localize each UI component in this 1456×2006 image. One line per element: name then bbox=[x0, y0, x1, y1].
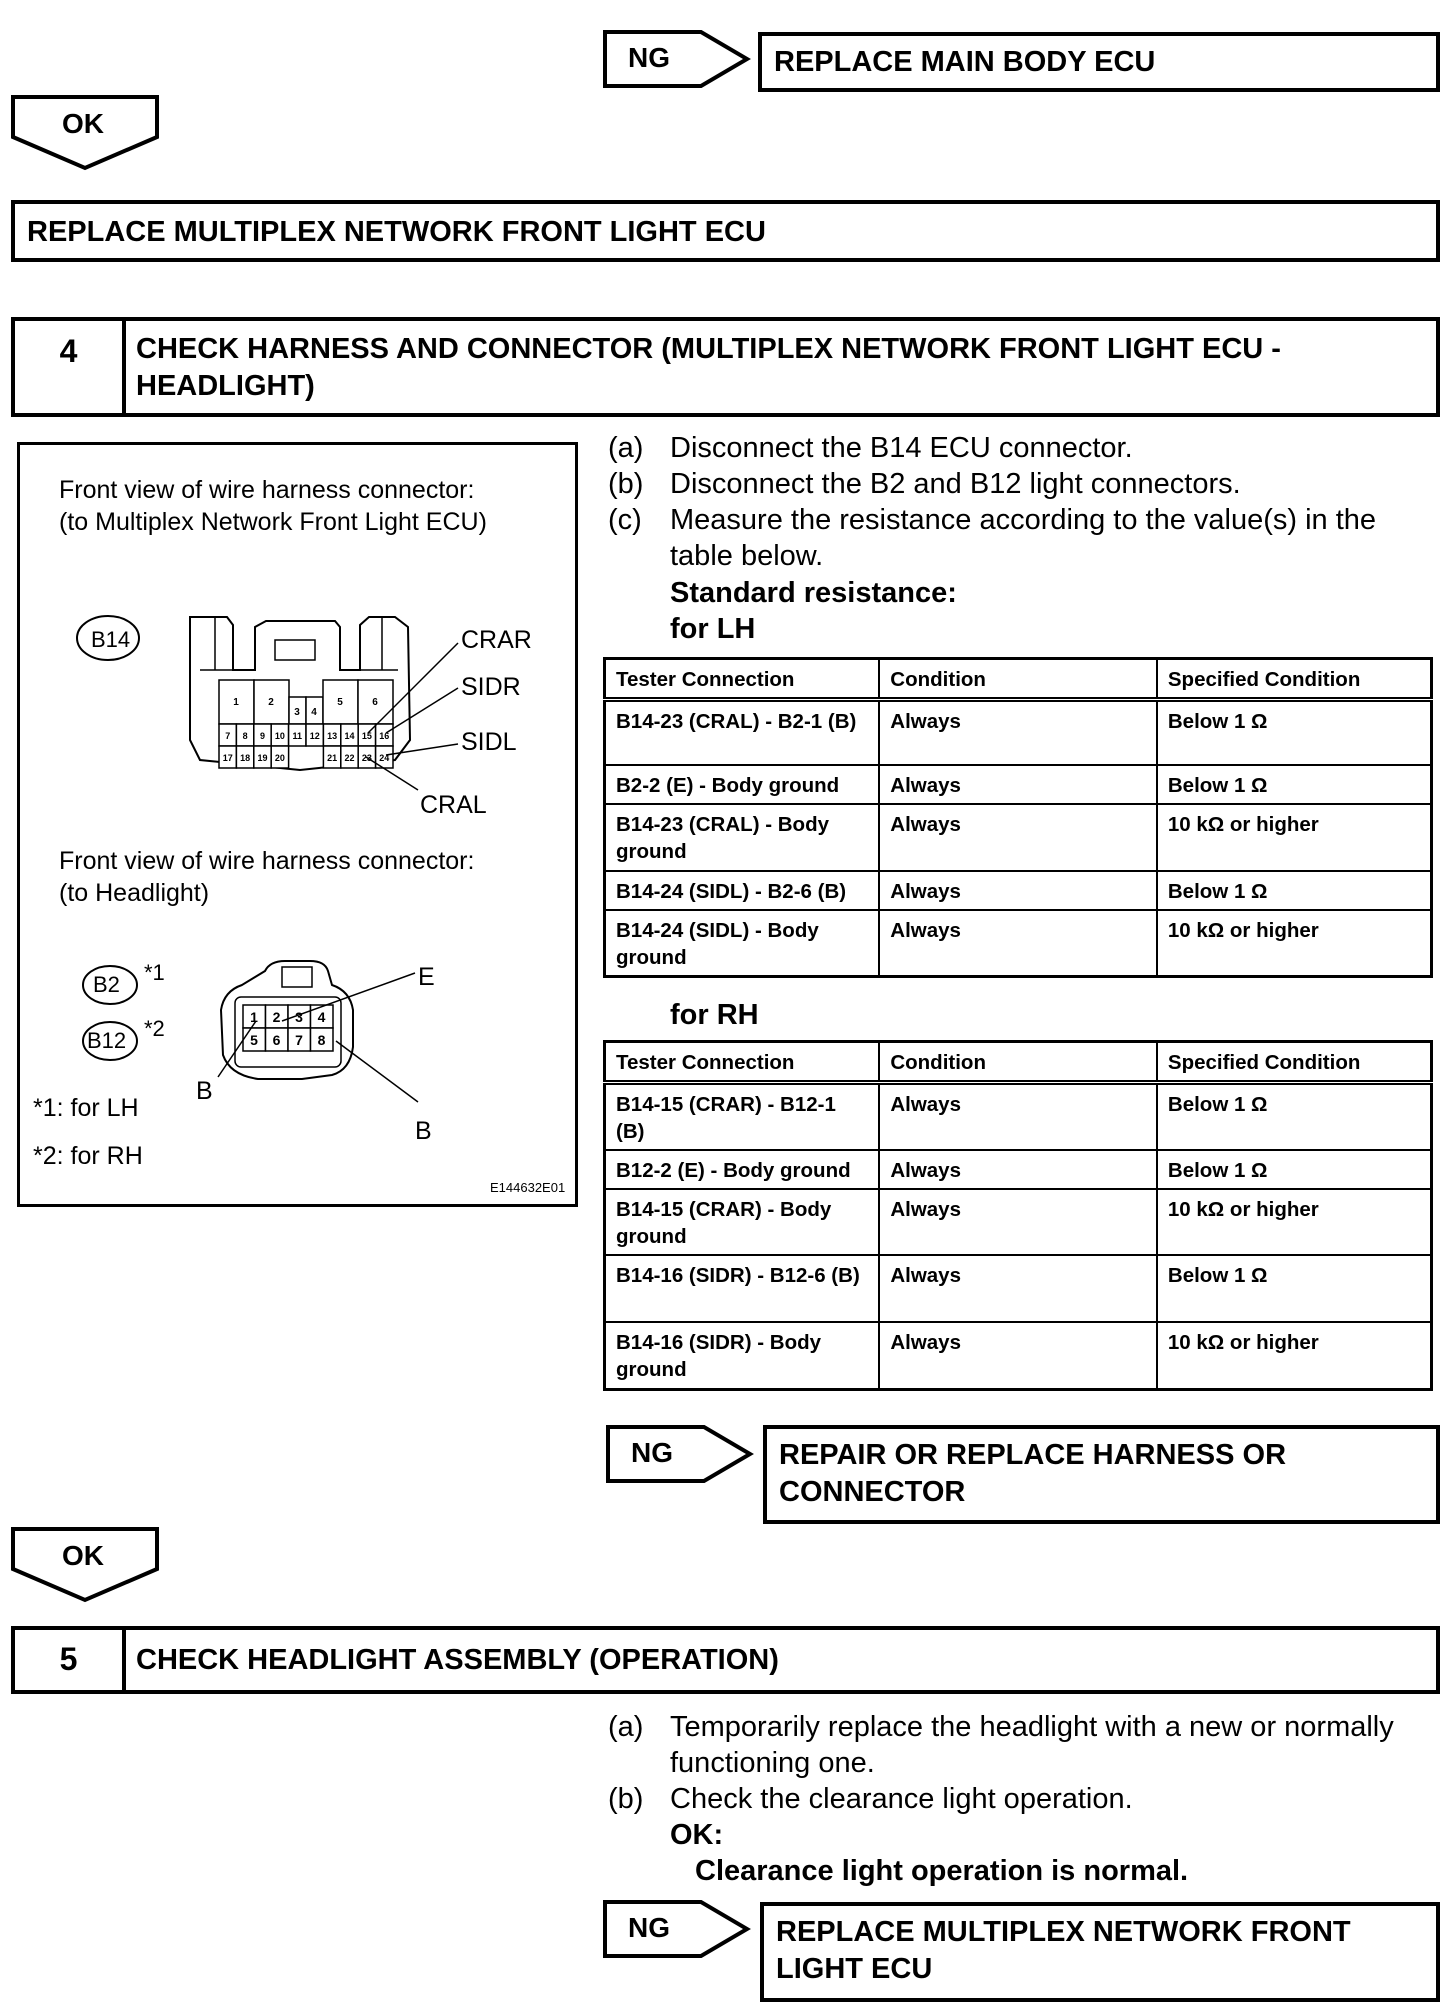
cell-tester-connection: B14-23 (CRAL) - B2-1 (B) bbox=[605, 700, 880, 765]
cell-specified: Below 1 Ω bbox=[1157, 1083, 1432, 1151]
instruction-b: (b) Disconnect the B2 and B12 light connectors. bbox=[608, 468, 1241, 500]
svg-text:15: 15 bbox=[361, 731, 372, 741]
svg-text:23: 23 bbox=[361, 753, 372, 763]
header-tester-connection: Tester Connection bbox=[605, 1042, 880, 1083]
svg-text:21: 21 bbox=[327, 753, 338, 763]
callout-cral: CRAL bbox=[420, 791, 487, 819]
cell-condition: Always bbox=[879, 1150, 1157, 1189]
cell-tester-connection: B12-2 (E) - Body ground bbox=[605, 1150, 880, 1189]
svg-text:16: 16 bbox=[379, 731, 390, 741]
svg-text:5: 5 bbox=[337, 697, 343, 708]
instruction-a: (a) Disconnect the B14 ECU connector. bbox=[608, 432, 1133, 464]
b14-label: B14 bbox=[91, 627, 131, 652]
svg-text:1: 1 bbox=[233, 697, 239, 708]
cell-condition: Always bbox=[879, 871, 1157, 910]
table-header-row bbox=[605, 1042, 1432, 1083]
step-5-header bbox=[11, 1626, 1440, 1694]
result-text: REPLACE MULTIPLEX NETWORK FRONT LIGHT ECU bbox=[27, 216, 766, 248]
ok-criteria: Clearance light operation is normal. bbox=[695, 1855, 1189, 1887]
lh-resistance-table bbox=[603, 657, 1433, 978]
result-box-replace-main-body-ecu bbox=[758, 32, 1440, 92]
callout-b-left: B bbox=[196, 1077, 213, 1105]
connector-diagram bbox=[17, 442, 578, 1207]
svg-text:8: 8 bbox=[242, 731, 248, 741]
note-rh: *2: for RH bbox=[33, 1142, 143, 1170]
svg-text:6: 6 bbox=[272, 1032, 281, 1048]
svg-text:12: 12 bbox=[309, 731, 320, 741]
cell-tester-connection: B14-16 (SIDR) - B12-6 (B) bbox=[605, 1255, 880, 1322]
svg-text:3: 3 bbox=[295, 1009, 303, 1025]
callout-sidr: SIDR bbox=[461, 673, 521, 701]
cell-specified: 10 kΩ or higher bbox=[1157, 804, 1432, 871]
step-title: CHECK HARNESS AND CONNECTOR (MULTIPLEX NETWORK FRONT LIGHT ECU - HEADLIGHT) bbox=[136, 333, 1281, 402]
b12-mark: *2 bbox=[144, 1016, 165, 1041]
cell-specified: Below 1 Ω bbox=[1157, 700, 1432, 765]
cell-specified: 10 kΩ or higher bbox=[1157, 1322, 1432, 1389]
cell-specified: Below 1 Ω bbox=[1157, 871, 1432, 910]
ng-label: NG bbox=[628, 1912, 670, 1943]
callout-e: E bbox=[418, 963, 435, 991]
svg-text:20: 20 bbox=[274, 753, 285, 763]
ng-label: NG bbox=[628, 42, 670, 73]
ecu-caption-line2: (to Multiplex Network Front Light ECU) bbox=[59, 508, 487, 536]
step-divider bbox=[122, 321, 126, 413]
table-header-row bbox=[605, 659, 1432, 700]
ng-arrow-icon bbox=[603, 1900, 753, 1960]
callout-b-right: B bbox=[415, 1117, 432, 1145]
cell-tester-connection: B14-15 (CRAR) - B12-1 (B) bbox=[605, 1083, 880, 1151]
ng-label: NG bbox=[631, 1437, 673, 1468]
step-4-header bbox=[11, 317, 1440, 417]
b12-label: B12 bbox=[87, 1028, 127, 1053]
header-tester-connection: Tester Connection bbox=[605, 659, 880, 700]
cell-condition: Always bbox=[879, 1189, 1157, 1255]
svg-text:3: 3 bbox=[294, 707, 300, 718]
cell-tester-connection: B14-23 (CRAL) - Body ground bbox=[605, 804, 880, 871]
ng-arrow-icon bbox=[603, 30, 753, 90]
cell-tester-connection: B14-16 (SIDR) - Body ground bbox=[605, 1322, 880, 1389]
svg-text:19: 19 bbox=[257, 753, 268, 763]
light-caption-line1: Front view of wire harness connector: bbox=[59, 847, 475, 875]
cell-condition: Always bbox=[879, 1322, 1157, 1389]
cell-condition: Always bbox=[879, 700, 1157, 765]
result-text-line2: CONNECTOR bbox=[779, 1476, 966, 1508]
svg-text:8: 8 bbox=[317, 1032, 326, 1048]
table-row bbox=[605, 871, 1432, 910]
table-row bbox=[605, 1083, 1432, 1151]
result-box-repair-harness bbox=[763, 1425, 1440, 1524]
svg-text:11: 11 bbox=[292, 731, 303, 741]
ok-heading: OK: bbox=[670, 1819, 724, 1851]
header-condition: Condition bbox=[879, 1042, 1157, 1083]
header-condition: Condition bbox=[879, 659, 1157, 700]
figure-id: E144632E01 bbox=[490, 1180, 566, 1195]
result-text-line2: LIGHT ECU bbox=[776, 1953, 933, 1985]
cell-specified: 10 kΩ or higher bbox=[1157, 910, 1432, 977]
cell-specified: Below 1 Ω bbox=[1157, 1255, 1432, 1322]
ok-label: OK bbox=[62, 108, 104, 139]
b2-label: B2 bbox=[93, 972, 120, 997]
cell-tester-connection: B2-2 (E) - Body ground bbox=[605, 765, 880, 804]
table-row bbox=[605, 804, 1432, 871]
result-box-replace-front-light-ecu bbox=[11, 200, 1440, 262]
svg-text:2: 2 bbox=[272, 1009, 281, 1025]
ecu-caption-line1: Front view of wire harness connector: bbox=[59, 476, 475, 504]
cell-condition: Always bbox=[879, 1083, 1157, 1151]
svg-text:7: 7 bbox=[295, 1032, 303, 1048]
instruction-a: (a) Temporarily replace the headlight with a new or normally functioning one. bbox=[608, 1711, 1394, 1779]
svg-text:1: 1 bbox=[250, 1009, 258, 1025]
rh-resistance-table bbox=[603, 1040, 1433, 1391]
cell-specified: Below 1 Ω bbox=[1157, 1150, 1432, 1189]
table-row bbox=[605, 910, 1432, 977]
table-row bbox=[605, 1322, 1432, 1389]
svg-text:9: 9 bbox=[259, 731, 266, 741]
for-lh-label: for LH bbox=[670, 613, 756, 645]
cell-tester-connection: B14-24 (SIDL) - Body ground bbox=[605, 910, 880, 977]
for-rh-label: for RH bbox=[670, 999, 759, 1031]
result-text-line1: REPLACE MULTIPLEX NETWORK FRONT bbox=[776, 1916, 1351, 1948]
table-row bbox=[605, 765, 1432, 804]
svg-text:5: 5 bbox=[250, 1032, 258, 1048]
svg-text:2: 2 bbox=[268, 697, 274, 708]
table-row bbox=[605, 700, 1432, 765]
b2-mark: *1 bbox=[144, 960, 165, 985]
cell-condition: Always bbox=[879, 765, 1157, 804]
instruction-b: (b) Check the clearance light operation. bbox=[608, 1783, 1133, 1815]
svg-text:22: 22 bbox=[344, 753, 355, 763]
svg-text:13: 13 bbox=[327, 731, 338, 741]
svg-text:6: 6 bbox=[372, 697, 378, 708]
svg-text:10: 10 bbox=[274, 731, 285, 741]
note-lh: *1: for LH bbox=[33, 1094, 139, 1122]
result-box-replace-front-light-ecu-final bbox=[760, 1902, 1440, 2002]
cell-specified: 10 kΩ or higher bbox=[1157, 1189, 1432, 1255]
header-specified-condition: Specified Condition bbox=[1157, 659, 1432, 700]
standard-resistance-label: Standard resistance: bbox=[670, 577, 957, 609]
svg-text:14: 14 bbox=[344, 731, 355, 741]
table-row bbox=[605, 1150, 1432, 1189]
result-text-line1: REPAIR OR REPLACE HARNESS OR bbox=[779, 1439, 1287, 1471]
table-row bbox=[605, 1255, 1432, 1322]
step-number: 4 bbox=[59, 333, 78, 369]
svg-text:4: 4 bbox=[311, 707, 317, 718]
svg-text:18: 18 bbox=[240, 753, 251, 763]
callout-crar: CRAR bbox=[461, 626, 532, 654]
table-row bbox=[605, 1189, 1432, 1255]
ng-arrow-icon bbox=[606, 1425, 756, 1485]
step-divider bbox=[122, 1630, 126, 1690]
callout-sidl: SIDL bbox=[461, 728, 517, 756]
ok-label: OK bbox=[62, 1540, 104, 1571]
result-text: REPLACE MAIN BODY ECU bbox=[774, 46, 1156, 78]
svg-text:24: 24 bbox=[379, 753, 390, 763]
cell-condition: Always bbox=[879, 804, 1157, 871]
step-title: CHECK HEADLIGHT ASSEMBLY (OPERATION) bbox=[136, 1644, 779, 1676]
header-specified-condition: Specified Condition bbox=[1157, 1042, 1432, 1083]
instruction-c: (c) Measure the resistance according to the value(s) in the table below. bbox=[608, 504, 1377, 572]
cell-specified: Below 1 Ω bbox=[1157, 765, 1432, 804]
svg-text:4: 4 bbox=[317, 1009, 326, 1025]
svg-text:17: 17 bbox=[222, 753, 233, 763]
cell-tester-connection: B14-24 (SIDL) - B2-6 (B) bbox=[605, 871, 880, 910]
light-caption-line2: (to Headlight) bbox=[59, 879, 210, 907]
cell-condition: Always bbox=[879, 1255, 1157, 1322]
svg-text:7: 7 bbox=[225, 731, 231, 741]
step-number: 5 bbox=[59, 1641, 78, 1677]
cell-condition: Always bbox=[879, 910, 1157, 977]
cell-tester-connection: B14-15 (CRAR) - Body ground bbox=[605, 1189, 880, 1255]
